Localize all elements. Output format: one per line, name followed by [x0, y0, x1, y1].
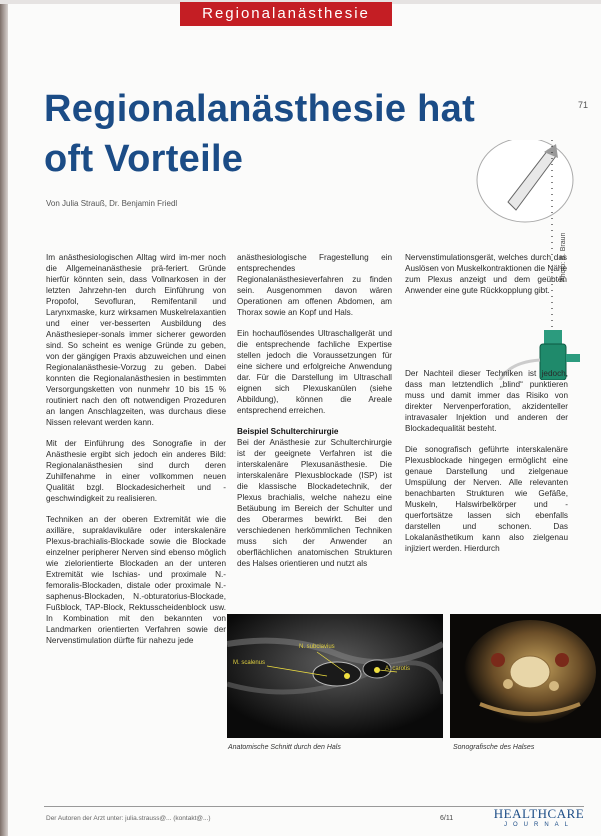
page-number: 71 — [578, 100, 589, 110]
paragraph: Techniken an der oberen Extremität wie die axilläre, supraklavikuläre oder interskalenäre Plexus-brachialis-Blockade sowie die Blockade einzelner peripherer Nerven sind ebenso möglich wie zielorientierte Blockaden an der unteren Extremität wie Ischias- und proximale N.-femoralis-Blockaden, distale oder proximale N.-saphenus-Blockaden, N.-obturatorius-Blockade, Fußblock, TAP-Block, Rektusscheidenblock usw. In Kombination mit den bekannten von Landmarken orientierten Verfahren sowie der Nervenstimulation dürfte für nahezu jede — [46, 515, 226, 645]
binding-edge — [0, 0, 8, 836]
footer-contact: Der Autoren der Arzt unter: julia.strauss@... (kontakt@...) — [46, 815, 211, 822]
paragraph: Bei der Anästhesie zur Schulterchirurgie ist der geeignete Verfahren ist die interskalenäre Plexusanästhesie. Die interskalenäre Plexusblockade (ISP) ist die klassische Blockadetechnik, der Plexus brachialis, welche nahezu eine Betäubung im Bereich der Schulter und des Oberarmes bewirkt. Bei den verschiedenen herkömmlichen Techniken muss sich der Anwender an oberflächlichen anatomischen Strukturen des Halses orientieren und nutzt als — [237, 438, 392, 568]
ultrasound-label: N. subclavius — [299, 644, 335, 650]
ultrasound-image — [227, 614, 443, 738]
ultrasound-label: A. carotis — [385, 666, 411, 672]
anatomy-image — [450, 614, 601, 738]
column-3 — [405, 368, 568, 613]
title-line-1: Regionalanästhesie hat — [44, 88, 476, 130]
paragraph: Die sonografisch geführte interskalenäre Plexusblockade hingegen ermöglicht eine genaue Darstellung und zielgenaue Umspülung der Nerven. Alle relevanten benachbarten Strukturen wie Gefäße, Muskeln, Halswirbelkörper und -querfortsätze lassen sich ebenfalls darstellen und schonen. Das Lokalanästhetikum kann also zielgenau injiziert werden. Hierdurch — [405, 445, 568, 553]
ultrasound-label: M. scalenus — [233, 660, 266, 666]
subheading: Beispiel Schulterchirurgie — [237, 427, 339, 436]
logo-sub: JOURNAL — [503, 822, 574, 828]
paragraph: Ein hochauflösendes Ultraschallgerät und die entsprechende fachliche Expertise stellen jedoch die Voraussetzungen für eine sichere und erfolgreiche Anwendung dar. Für die Darstellung im Ultraschall eignen sich Plexuskanülen (siehe Abbildung), können die Areale entsprechend erreichen. — [237, 329, 392, 415]
paragraph: Nervenstimulationsgerät, welches durch das Auslösen von Muskelkontraktionen die Nähe zum Plexus anzeigt und dem geübten Anwender eine gute Rückkopplung gibt. — [405, 253, 567, 295]
column-3-top — [405, 252, 567, 342]
byline: Von Julia Strauß, Dr. Benjamin Friedl — [46, 199, 178, 208]
caption-left: Anatomische Schnitt durch den Hals — [228, 744, 341, 751]
column-2 — [237, 252, 392, 612]
paragraph: Im anästhesiologischen Alltag wird im-mer noch die Allgemeinanästhesie prä-feriert. Gründe hierfür könnten sein, dass Vollnarkosen in der letzten Jahrzehn-ten durch Einführung von Propofol, Sevofluran, Remifentanil und Larynxmaske, kurz wirksamen Muskelrelaxantien und einer ver-besserten Ausbildung des Anästhesieper-sonals immer sicherer geworden sind. So scheint es wenige Gründe zu geben, von der gängigen Praxis abzuweichen und einen Regionalanästhesie-Vorzug zu geben. Dabei konnten die Regionalanästhesien in bestimmten Versorgungsketten von nunmehr 10 bis 15 % routiniert nach den oft notwendigen Prozeduren an langen Anschlagzeiten, was durchaus diese Nissen relevant werden kann. — [46, 253, 226, 427]
journal-logo — [484, 806, 594, 832]
paragraph: anästhesiologische Fragestellung ein entsprechendes Regionalanästhesieverfahren zu finden sein. Ausgenommen davon wären Operationen am offenen Abdomen, am Thorax sowie an Kopf und Hals. — [237, 253, 392, 317]
column-1 — [46, 252, 226, 746]
title-line-2: oft Vorteile — [44, 138, 244, 180]
photo-credit: Photo: B. Braun — [560, 232, 567, 282]
section-tab: Regionalanästhesie — [180, 2, 392, 26]
paragraph: Der Nachteil dieser Techniken ist jedoch, dass man letztendlich „blind“ punktieren muss und damit immer das Risiko von direkter Nervenperforation, akzidenteller intravasaler Injektion und anderen der Blockadequalität besteht. — [405, 369, 568, 433]
issue-number: 6/11 — [440, 815, 454, 822]
paragraph: Mit der Einführung des Sonografie in der Anästhesie ergibt sich jedoch ein anderes Bild: Regionalanästhesien sind durch deren Zuhilfenahme in einer vollkommen neuen Qualität bzgl. Blockadesicherheit und -geschwindigkeit zu realisieren. — [46, 439, 226, 503]
caption-right: Sonografische des Halses — [453, 744, 535, 751]
logo-main: HEALTHCARE — [493, 806, 585, 821]
